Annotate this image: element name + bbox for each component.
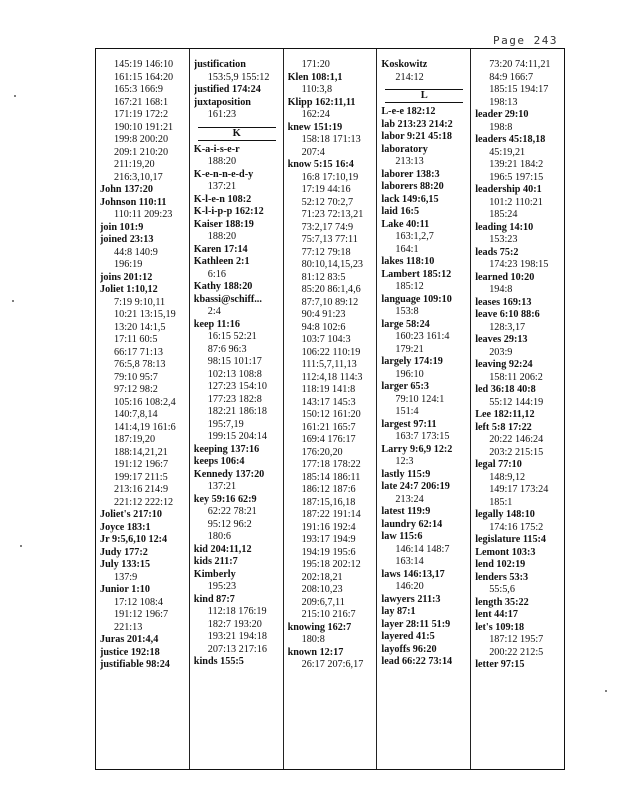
index-page-refs: 187:22 191:14 <box>301 509 361 520</box>
index-term: leases 169:13 <box>475 296 532 308</box>
index-page-refs: 127:23 154:10 <box>207 381 267 392</box>
index-page-refs: 137:9 <box>114 571 138 583</box>
index-term: laid 16:5 <box>381 206 420 217</box>
index-page-refs: 79:10 124:1 <box>395 393 445 405</box>
index-page-refs: 90:4 91:23 <box>301 309 346 320</box>
index-page-refs: 52:12 70:2,7 <box>301 196 354 208</box>
index-term: leading 14:10 <box>475 221 534 233</box>
index-page-refs: 194:19 195:6 <box>301 546 356 558</box>
index-term: join 101:9 <box>100 221 144 233</box>
page-number: Page 243 <box>493 34 558 47</box>
index-term: language 109:10 <box>381 293 452 305</box>
index-term: Junior 1:10 <box>100 584 150 595</box>
index-page-refs: 103:7 104:3 <box>301 334 351 345</box>
index-page-refs: 161:21 165:7 <box>301 421 356 433</box>
index-page-refs: 179:21 <box>395 343 424 355</box>
index-term: kbassi@schiff... <box>193 293 262 305</box>
index-page-refs: 77:12 79:18 <box>301 246 351 258</box>
index-page-refs: 195:23 <box>207 581 237 592</box>
index-page-refs: 188:14,21,21 <box>114 446 168 458</box>
index-page-refs: 145:19 146:10 <box>114 59 174 70</box>
index-term: let's 109:18 <box>475 621 525 633</box>
index-term: Lambert 185:12 <box>381 268 452 280</box>
index-term: kids 211:7 <box>193 556 238 567</box>
index-page-refs: 196:19 <box>114 259 143 270</box>
scan-speck <box>605 690 607 692</box>
index-page-refs: 10:21 13:15,19 <box>114 309 176 320</box>
index-page-refs: 216:3,10,17 <box>114 171 163 183</box>
index-page-refs: 203:9 <box>489 346 513 358</box>
index-page-refs: 71:23 72:13,21 <box>301 209 364 220</box>
index-term: leaves 29:13 <box>475 334 528 345</box>
index-page-refs: 118:19 141:8 <box>301 384 356 395</box>
index-term: joins 201:12 <box>100 271 153 283</box>
index-page-refs: 110:3,8 <box>301 84 333 95</box>
index-page-refs: 163:14 <box>395 556 424 567</box>
index-page-refs: 187:15,16,18 <box>301 496 356 508</box>
index-term: lenders 53:3 <box>475 571 529 583</box>
index-page-refs: 20:22 146:24 <box>489 434 544 445</box>
index-term: Jr 9:5,6,10 12:4 <box>100 534 168 545</box>
index-page-refs: 162:24 <box>301 109 330 120</box>
index-page-refs: 193:17 194:9 <box>301 534 356 545</box>
index-page-refs: 180:8 <box>301 634 325 645</box>
index-term: Karen 17:14 <box>193 243 248 255</box>
index-term: K-l-i-p-p 162:12 <box>193 206 264 217</box>
index-page-refs: 111:5,7,11,13 <box>301 359 357 370</box>
index-term: joined 23:13 <box>100 234 154 245</box>
index-page-refs: 44:8 140:9 <box>114 246 158 258</box>
index-page-refs: 193:21 194:18 <box>207 631 267 642</box>
index-term: Kathleen 2:1 <box>193 256 250 267</box>
index-page-refs: 128:3,17 <box>489 321 526 333</box>
index-page-refs: 163:7 173:15 <box>395 431 450 442</box>
index-page-refs: 17:11 60:5 <box>114 334 158 345</box>
index-page-refs: 62:22 78:21 <box>207 506 257 517</box>
index-term: Judy 177:2 <box>100 546 148 558</box>
index-page-refs: 194:8 <box>489 284 513 295</box>
index-term: lakes 118:10 <box>381 256 435 267</box>
index-page-refs: 141:4,19 161:6 <box>114 421 176 433</box>
index-page-refs: 112:18 176:19 <box>207 606 267 617</box>
index-page-refs: 198:13 <box>489 96 518 108</box>
index-term: keep 11:16 <box>193 318 240 330</box>
index-page-refs: 214:12 <box>395 71 424 83</box>
index-page-refs: 146:14 148:7 <box>395 543 450 555</box>
index-term: leadership 40:1 <box>475 184 542 195</box>
index-term: July 133:15 <box>100 559 151 570</box>
index-term: law 115:6 <box>381 531 423 542</box>
index-page-refs: 196:5 197:15 <box>489 171 544 183</box>
index-term: Joliet's 217:10 <box>100 509 162 520</box>
word-index-table <box>95 48 565 770</box>
index-term: lack 149:6,15 <box>381 193 439 205</box>
index-term: Juras 201:4,4 <box>100 634 159 645</box>
index-term: keeps 106:4 <box>193 456 245 467</box>
index-term: learned 10:20 <box>475 271 535 283</box>
index-page-refs: 148:9,12 <box>489 471 526 483</box>
section-letter-heading: K <box>198 128 276 141</box>
index-page-refs: 98:15 101:17 <box>207 356 262 367</box>
index-term: length 35:22 <box>475 596 529 608</box>
index-page-refs: 45:19,21 <box>489 146 526 158</box>
index-page-refs: 17:19 44:16 <box>301 184 351 195</box>
index-page-refs: 186:12 187:6 <box>301 484 356 495</box>
index-page-refs: 102:13 108:8 <box>207 368 262 380</box>
index-page-refs: 213:24 <box>395 493 424 505</box>
index-term: leave 6:10 88:6 <box>475 309 540 320</box>
section-letter-heading: L <box>385 90 463 103</box>
index-page-refs: 202:18,21 <box>301 571 343 583</box>
index-page-refs: 185:15 194:17 <box>489 84 549 95</box>
index-term: leaving 92:24 <box>475 359 533 370</box>
index-page-refs: 177:18 178:22 <box>301 459 361 470</box>
index-term: Lake 40:11 <box>381 218 430 230</box>
scan-speck <box>12 300 14 302</box>
index-term: Joyce 183:1 <box>100 521 151 533</box>
index-page-refs: 7:19 9:10,11 <box>114 296 166 308</box>
index-page-refs: 137:21 <box>207 181 237 192</box>
index-page-refs: 182:21 186:18 <box>207 406 267 417</box>
index-term: labor 9:21 45:18 <box>381 131 452 142</box>
index-page-refs: 55:12 144:19 <box>489 396 544 408</box>
index-term: letter 97:15 <box>475 659 525 670</box>
index-term: layoffs 96:20 <box>381 643 437 655</box>
index-page-refs: 191:12 196:7 <box>114 459 169 470</box>
index-term: knew 151:19 <box>287 121 343 133</box>
index-term: leads 75:2 <box>475 246 519 258</box>
index-page-refs: 163:1,2,7 <box>395 231 434 242</box>
index-page-refs: 195:18 202:12 <box>301 559 361 570</box>
index-term: Koskowitz <box>381 59 428 70</box>
index-page-refs: 171:19 172:2 <box>114 109 169 120</box>
index-page-refs: 158:11 206:2 <box>489 371 543 383</box>
index-term: K-l-e-n 108:2 <box>193 193 252 205</box>
index-page-refs: 76:5,8 78:13 <box>114 359 166 370</box>
index-term: key 59:16 62:9 <box>193 493 257 505</box>
scan-speck <box>14 95 16 97</box>
index-page-refs: 140:7,8,14 <box>114 409 158 420</box>
index-page-refs: 161:23 <box>207 109 237 120</box>
index-page-refs: 146:20 <box>395 581 424 592</box>
index-term: laborers 88:20 <box>381 181 444 192</box>
index-page-refs: 80:10,14,15,23 <box>301 259 364 270</box>
index-term: latest 119:9 <box>381 506 431 517</box>
index-term: layer 28:11 51:9 <box>381 618 451 630</box>
index-page-refs: 185:1 <box>489 496 513 508</box>
index-page-refs: 191:16 192:4 <box>301 521 356 533</box>
index-page-refs: 213:16 214:9 <box>114 484 169 495</box>
index-page-refs: 169:4 176:17 <box>301 434 356 445</box>
index-page-refs: 161:15 164:20 <box>114 71 174 83</box>
index-page-refs: 180:6 <box>207 531 232 542</box>
index-page-refs: 73:20 74:11,21 <box>489 59 551 70</box>
index-term: lent 44:17 <box>475 609 518 620</box>
index-term: Kathy 188:20 <box>193 281 253 292</box>
index-column-1 <box>96 49 190 769</box>
index-term: kind 87:7 <box>193 593 235 605</box>
index-column-4 <box>377 49 471 769</box>
index-page-refs: 110:11 209:23 <box>114 209 173 220</box>
index-term: Kaiser 188:19 <box>193 218 254 230</box>
index-term: keeping 137:16 <box>193 443 260 455</box>
index-page-refs: 55:5,6 <box>489 584 515 595</box>
index-page-refs: 143:17 145:3 <box>301 396 356 408</box>
index-page-refs: 177:23 182:8 <box>207 393 262 405</box>
index-page-refs: 195:7,19 <box>207 418 244 430</box>
index-page-refs: 199:15 204:14 <box>207 431 267 442</box>
index-term: Larry 9:6,9 12:2 <box>381 443 453 455</box>
index-term: Klipp 162:11,11 <box>287 96 356 108</box>
index-term: Kimberly <box>193 568 236 580</box>
index-term: kid 204:11,12 <box>193 543 252 555</box>
index-page-refs: 73:2,17 74:9 <box>301 221 354 233</box>
index-term: largest 97:11 <box>381 418 437 430</box>
index-page-refs: 167:21 168:1 <box>114 96 169 108</box>
index-column-3 <box>284 49 378 769</box>
index-page-refs: 191:12 196:7 <box>114 609 169 620</box>
index-page-refs: 66:17 71:13 <box>114 346 163 358</box>
index-term: leaders 45:18,18 <box>475 134 546 145</box>
index-term: laborer 138:3 <box>381 168 440 180</box>
index-page-refs: 209:6,7,11 <box>301 596 345 608</box>
index-page-refs: 81:12 83:5 <box>301 271 346 283</box>
index-term: justice 192:18 <box>100 646 160 658</box>
index-page-refs: 97:12 98:2 <box>114 384 158 395</box>
scan-speck <box>20 545 22 547</box>
index-term: kinds 155:5 <box>193 656 244 667</box>
index-term: K-e-n-n-e-d-y <box>193 168 254 180</box>
index-page-refs: 151:4 <box>395 406 419 417</box>
index-page-refs: 190:10 191:21 <box>114 121 174 133</box>
index-term: legislature 115:4 <box>475 534 547 545</box>
index-term: lastly 115:9 <box>381 468 431 480</box>
index-page-refs: 207:13 217:16 <box>207 643 267 655</box>
index-term: Kennedy 137:20 <box>193 468 265 480</box>
index-page-refs: 185:12 <box>395 281 424 292</box>
index-term: Joliet 1:10,12 <box>100 284 158 295</box>
index-page-refs: 198:8 <box>489 121 513 133</box>
index-term: laws 146:13,17 <box>381 568 445 580</box>
index-page-refs: 85:20 86:1,4,6 <box>301 284 361 295</box>
index-term: large 58:24 <box>381 318 430 330</box>
index-term: laundry 62:14 <box>381 518 443 530</box>
index-page-refs: 187:12 195:7 <box>489 634 544 645</box>
index-term: layered 41:5 <box>381 631 435 642</box>
index-term: larger 65:3 <box>381 381 430 392</box>
index-page-refs: 139:21 184:2 <box>489 159 544 170</box>
index-term: led 36:18 40:8 <box>475 384 536 395</box>
index-page-refs: 196:10 <box>395 368 424 380</box>
index-page-refs: 215:10 216:7 <box>301 609 356 620</box>
index-term: known 12:17 <box>287 646 344 658</box>
index-page-refs: 16:8 17:10,19 <box>301 171 359 183</box>
index-column-2 <box>190 49 284 769</box>
index-page-refs: 160:23 161:4 <box>395 331 450 342</box>
index-term: justifiable 98:24 <box>100 659 170 670</box>
index-page-refs: 87:6 96:3 <box>207 343 247 355</box>
index-page-refs: 87:7,10 89:12 <box>301 296 359 308</box>
index-page-refs: 200:22 212:5 <box>489 646 544 658</box>
index-page-refs: 188:20 <box>207 231 237 242</box>
index-page-refs: 165:3 166:9 <box>114 84 163 95</box>
index-column-5 <box>471 49 564 769</box>
index-page-refs: 199:17 211:5 <box>114 471 168 483</box>
index-page-refs: 105:16 108:2,4 <box>114 396 176 408</box>
index-page-refs: 207:4 <box>301 146 325 158</box>
index-page-refs: 106:22 110:19 <box>301 346 361 358</box>
index-page-refs: 211:19,20 <box>114 159 155 170</box>
index-term: knowing 162:7 <box>287 621 352 633</box>
index-page-refs: 101:2 110:21 <box>489 196 543 208</box>
index-term: late 24:7 206:19 <box>381 481 450 492</box>
index-page-refs: 203:2 215:15 <box>489 446 544 458</box>
index-page-refs: 153:23 <box>489 234 518 245</box>
index-page-refs: 209:1 210:20 <box>114 146 169 158</box>
index-term: largely 174:19 <box>381 356 443 367</box>
index-term: juxtaposition <box>193 96 251 108</box>
index-page-refs: 185:24 <box>489 209 518 220</box>
index-page-refs: 149:17 173:24 <box>489 484 549 495</box>
index-page-refs: 221:13 <box>114 621 143 633</box>
index-page-refs: 12:3 <box>395 456 414 467</box>
index-page-refs: 84:9 166:7 <box>489 71 534 83</box>
index-page-refs: 79:10 95:7 <box>114 371 158 383</box>
index-term: leader 29:10 <box>475 109 529 120</box>
index-page-refs: 6:16 <box>207 268 226 280</box>
index-page-refs: 26:17 207:6,17 <box>301 659 364 670</box>
index-term: lab 213:23 214:2 <box>381 118 453 130</box>
index-page-refs: 221:12 222:12 <box>114 496 174 508</box>
index-page-refs: 112:4,18 114:3 <box>301 371 363 383</box>
index-term: laboratory <box>381 143 428 155</box>
index-page-refs: 13:20 14:1,5 <box>114 321 166 333</box>
index-page-refs: 208:10,23 <box>301 584 343 595</box>
index-page-refs: 174:16 175:2 <box>489 521 544 533</box>
index-page-refs: 164:1 <box>395 243 419 255</box>
index-term: justified 174:24 <box>193 84 261 95</box>
index-term: lead 66:22 73:14 <box>381 656 453 667</box>
index-term: John 137:20 <box>100 184 153 195</box>
index-term: lawyers 211:3 <box>381 593 441 605</box>
index-term: legally 148:10 <box>475 509 535 520</box>
index-term: K-a-i-s-e-r <box>193 143 240 155</box>
index-page-refs: 137:21 <box>207 481 237 492</box>
index-term: know 5:15 16:4 <box>287 159 354 170</box>
index-term: justification <box>193 59 246 70</box>
index-page-refs: 213:13 <box>395 156 424 167</box>
index-page-refs: 182:7 193:20 <box>207 618 262 630</box>
index-page-refs: 153:5,9 155:12 <box>207 71 270 83</box>
index-page-refs: 158:18 171:13 <box>301 134 361 145</box>
index-page-refs: 16:15 52:21 <box>207 331 257 342</box>
index-term: Klen 108:1,1 <box>287 71 343 83</box>
index-term: lend 102:19 <box>475 559 526 570</box>
index-page-refs: 199:8 200:20 <box>114 134 169 145</box>
index-page-refs: 153:8 <box>395 306 419 317</box>
index-page-refs: 150:12 161:20 <box>301 409 361 420</box>
index-page-refs: 171:20 <box>301 59 330 70</box>
index-page-refs: 185:14 186:11 <box>301 471 361 483</box>
index-term: Johnson 110:11 <box>100 196 167 208</box>
index-page-refs: 2:4 <box>207 306 221 317</box>
index-term: Lemont 103:3 <box>475 546 536 558</box>
index-term: legal 77:10 <box>475 459 522 470</box>
index-page-refs: 174:23 198:15 <box>489 259 549 270</box>
index-page-refs: 94:8 102:6 <box>301 321 346 333</box>
index-term: Lee 182:11,12 <box>475 409 535 420</box>
index-term: L-e-e 182:12 <box>381 106 436 117</box>
index-term: lay 87:1 <box>381 606 416 617</box>
index-term: left 5:8 17:22 <box>475 421 532 433</box>
index-page-refs: 17:12 108:4 <box>114 596 163 608</box>
index-page-refs: 95:12 96:2 <box>207 518 252 530</box>
index-page-refs: 188:20 <box>207 156 237 167</box>
index-page-refs: 187:19,20 <box>114 434 156 445</box>
index-page-refs: 176:20,20 <box>301 446 343 458</box>
index-page-refs: 75:7,13 77:11 <box>301 234 358 245</box>
